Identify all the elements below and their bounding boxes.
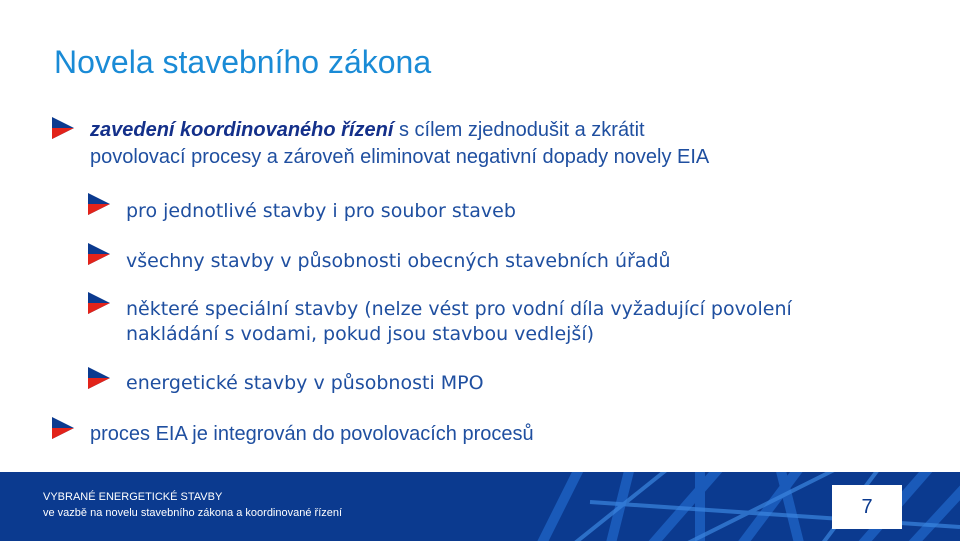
- sub-bullet-1: [126, 199, 926, 224]
- bullet-2-text: proces EIA je integrován do povolovacích procesů: [90, 423, 534, 445]
- bullet-1-emphasis: zavedení koordinovaného řízení: [90, 119, 394, 141]
- bullet-1-text: [90, 117, 709, 171]
- sub-bullet-3: [126, 297, 946, 347]
- page-number-box: [832, 485, 902, 529]
- sub-bullet-1-text: pro jednotlivé stavby i pro soubor staveb: [126, 200, 516, 222]
- sub-bullet-arrow-icon: [88, 243, 110, 265]
- footer-title: VYBRANÉ ENERGETICKÉ STAVBY: [43, 491, 223, 503]
- bullet-1-line2: povolovací procesy a zároveň eliminovat negativní dopady novely EIA: [90, 146, 710, 168]
- sub-bullet-4: [126, 371, 926, 396]
- sub-bullet-3-line1: některé speciální stavby (nelze vést pro vodní díla vyžadující povolení: [126, 298, 792, 320]
- bullet-arrow-icon: [52, 417, 74, 439]
- bullet-2: [90, 421, 930, 448]
- slide-title: Novela stavebního zákona: [54, 44, 432, 80]
- sub-bullet-arrow-icon: [88, 193, 110, 215]
- sub-bullet-3-line2: nakládání s vodami, pokud jsou stavbou vedlejší): [126, 323, 595, 345]
- page-number: 7: [861, 496, 873, 518]
- sub-bullet-2-text: všechny stavby v působnosti obecných stavebních úřadů: [126, 250, 671, 272]
- bullet-1: [90, 117, 930, 171]
- sub-bullet-2: [126, 249, 926, 274]
- sub-bullet-4-text: energetické stavby v působnosti MPO: [126, 372, 484, 394]
- footer-bar: [0, 472, 960, 541]
- bullet-arrow-icon: [52, 117, 74, 139]
- footer-subtitle: ve vazbě na novelu stavebního zákona a koordinované řízení: [43, 507, 343, 519]
- sub-bullet-arrow-icon: [88, 367, 110, 389]
- sub-bullet-3-text: [126, 297, 792, 347]
- bullet-1-line1-rest: s cílem zjednodušit a zkrátit: [393, 119, 645, 141]
- sub-bullet-arrow-icon: [88, 292, 110, 314]
